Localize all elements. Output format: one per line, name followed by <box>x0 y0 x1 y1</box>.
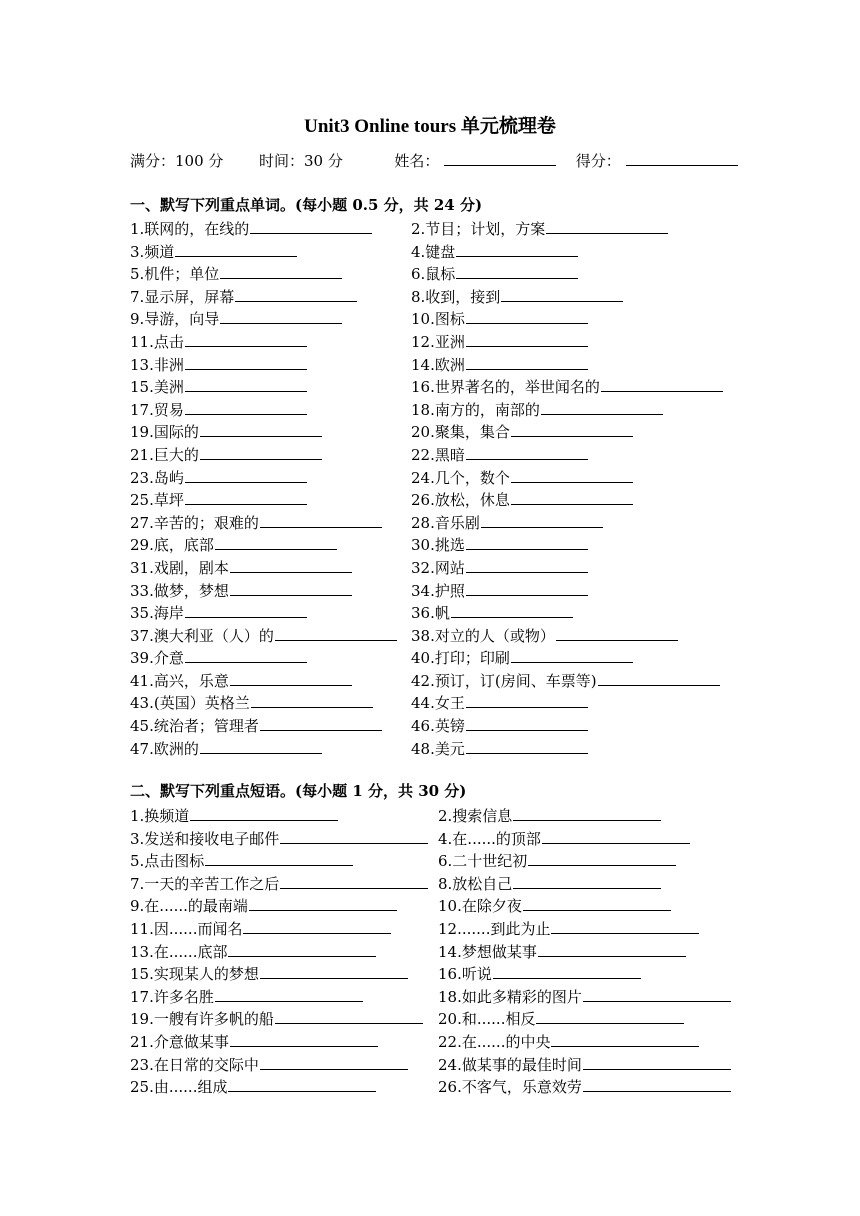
question-item <box>411 421 740 444</box>
answer-blank[interactable] <box>230 581 352 596</box>
words-list <box>130 218 740 760</box>
answer-blank[interactable] <box>260 513 382 528</box>
answer-blank[interactable] <box>230 558 352 573</box>
question-item <box>411 534 740 557</box>
question-label: 14.梦想做某事 <box>438 942 537 961</box>
question-item <box>438 1054 740 1077</box>
answer-blank[interactable] <box>275 626 397 641</box>
question-label: 11.因......而闻名 <box>130 919 243 938</box>
question-label: 30.挑选 <box>411 536 465 555</box>
answer-blank[interactable] <box>249 896 397 911</box>
answer-blank[interactable] <box>215 535 337 550</box>
question-label: 20.聚集，集合 <box>411 423 510 442</box>
question-item <box>130 602 411 625</box>
question-item <box>130 625 411 648</box>
answer-blank[interactable] <box>466 355 588 370</box>
question-item <box>130 986 438 1009</box>
question-item <box>438 873 740 896</box>
question-item <box>411 241 740 264</box>
question-label: 3.频道 <box>130 242 175 261</box>
answer-blank[interactable] <box>451 603 573 618</box>
question-label: 34.护照 <box>411 581 465 600</box>
name-label: 姓名： <box>394 152 440 170</box>
answer-blank[interactable] <box>583 1077 731 1092</box>
question-item <box>130 941 438 964</box>
answer-blank[interactable] <box>598 671 720 686</box>
question-item <box>411 489 740 512</box>
question-label: 26.放松，休息 <box>411 491 510 510</box>
question-label: 12.亚洲 <box>411 332 465 351</box>
question-item <box>130 580 411 603</box>
answer-blank[interactable] <box>551 1032 699 1047</box>
question-label: 44.女王 <box>411 694 465 713</box>
question-item <box>130 738 411 761</box>
phrases-list <box>130 805 740 1099</box>
question-item <box>438 1031 740 1054</box>
question-item <box>411 331 740 354</box>
answer-blank[interactable] <box>456 264 578 279</box>
question-item <box>411 692 740 715</box>
question-label: 21.介意做某事 <box>130 1032 229 1051</box>
answer-blank[interactable] <box>251 693 373 708</box>
answer-blank[interactable] <box>513 874 661 889</box>
question-item <box>411 376 740 399</box>
question-label: 23.岛屿 <box>130 468 184 487</box>
answer-blank[interactable] <box>466 693 588 708</box>
answer-blank[interactable] <box>511 490 633 505</box>
answer-blank[interactable] <box>583 1055 731 1070</box>
answer-blank[interactable] <box>523 896 671 911</box>
question-item <box>438 805 740 828</box>
question-item <box>130 286 411 309</box>
question-label: 24.做某事的最佳时间 <box>438 1055 582 1074</box>
answer-blank[interactable] <box>528 851 676 866</box>
question-item <box>130 534 411 557</box>
question-label: 40.打印；印刷 <box>411 649 510 668</box>
question-label: 18.南方的，南部的 <box>411 400 540 419</box>
answer-blank[interactable] <box>230 671 352 686</box>
answer-blank[interactable] <box>583 987 731 1002</box>
question-label: 31.戏剧，剧本 <box>130 558 229 577</box>
question-item <box>130 692 411 715</box>
question-label: 10.图标 <box>411 310 465 329</box>
question-label: 19.国际的 <box>130 423 199 442</box>
question-label: 13.非洲 <box>130 355 184 374</box>
answer-blank[interactable] <box>200 445 322 460</box>
question-label: 5.机件；单位 <box>130 265 220 284</box>
question-label: 21.巨大的 <box>130 445 199 464</box>
question-item <box>130 421 411 444</box>
score-field[interactable] <box>626 151 738 166</box>
answer-blank[interactable] <box>235 287 357 302</box>
question-label: 14.欧洲 <box>411 355 465 374</box>
question-item <box>130 850 438 873</box>
question-item <box>411 308 740 331</box>
answer-blank[interactable] <box>260 964 408 979</box>
question-label: 17.许多名胜 <box>130 987 214 1006</box>
answer-blank[interactable] <box>466 535 588 550</box>
answer-blank[interactable] <box>275 1009 423 1024</box>
question-label: 22.黑暗 <box>411 445 465 464</box>
question-label: 27.辛苦的；艰难的 <box>130 513 259 532</box>
answer-blank[interactable] <box>200 739 322 754</box>
question-label: 13.在......底部 <box>130 942 228 961</box>
question-item <box>130 512 411 535</box>
answer-blank[interactable] <box>280 829 428 844</box>
question-item <box>130 963 438 986</box>
question-label: 10.在除夕夜 <box>438 897 522 916</box>
question-label: 45.统治者；管理者 <box>130 717 259 736</box>
answer-blank[interactable] <box>466 739 588 754</box>
question-item <box>438 1076 740 1099</box>
question-item <box>411 557 740 580</box>
question-label: 35.海岸 <box>130 604 184 623</box>
question-label: 22.在......的中央 <box>438 1032 551 1051</box>
question-item <box>411 738 740 761</box>
answer-blank[interactable] <box>205 851 353 866</box>
question-label: 4.在......的顶部 <box>438 829 541 848</box>
question-label: 6.二十世纪初 <box>438 852 528 871</box>
answer-blank[interactable] <box>542 829 690 844</box>
question-item <box>130 444 411 467</box>
question-label: 32.网站 <box>411 558 465 577</box>
question-item <box>411 263 740 286</box>
question-item <box>130 805 438 828</box>
answer-blank[interactable] <box>481 513 603 528</box>
question-label: 9.在......的最南端 <box>130 897 248 916</box>
answer-blank[interactable] <box>538 942 686 957</box>
answer-blank[interactable] <box>185 603 307 618</box>
answer-blank[interactable] <box>456 242 578 257</box>
question-item <box>130 467 411 490</box>
question-label: 8.放松自己 <box>438 874 513 893</box>
answer-blank[interactable] <box>466 445 588 460</box>
question-item <box>411 286 740 309</box>
answer-blank[interactable] <box>536 1009 684 1024</box>
answer-blank[interactable] <box>556 626 678 641</box>
question-item <box>438 850 740 873</box>
question-label: 4.键盘 <box>411 242 456 261</box>
question-label: 46.英镑 <box>411 717 465 736</box>
answer-blank[interactable] <box>185 468 307 483</box>
answer-blank[interactable] <box>228 942 376 957</box>
question-label: 1.换频道 <box>130 807 190 825</box>
question-item <box>411 218 740 241</box>
time-label: 时间：30 分 <box>258 152 343 170</box>
question-label: 16.听说 <box>438 965 492 984</box>
question-item <box>130 399 411 422</box>
question-item <box>411 670 740 693</box>
answer-blank[interactable] <box>493 964 641 979</box>
question-item <box>438 1008 740 1031</box>
question-label: 6.鼠标 <box>411 265 456 284</box>
question-item <box>130 376 411 399</box>
answer-blank[interactable] <box>175 242 297 257</box>
full-score-label: 满分：100 分 <box>130 152 224 170</box>
question-label: 3.发送和接收电子邮件 <box>130 829 280 848</box>
question-label: 15.实现某人的梦想 <box>130 965 259 984</box>
answer-blank[interactable] <box>215 987 363 1002</box>
question-item <box>130 331 411 354</box>
question-label: 39.介意 <box>130 649 184 668</box>
answer-blank[interactable] <box>466 581 588 596</box>
answer-blank[interactable] <box>511 422 633 437</box>
question-item <box>411 647 740 670</box>
question-label: 24.几个，数个 <box>411 468 510 487</box>
question-item <box>130 828 438 851</box>
question-label: 15.美洲 <box>130 378 184 397</box>
question-label: 23.在日常的交际中 <box>130 1055 259 1074</box>
question-label: 38.对立的人（或物） <box>411 626 555 645</box>
answer-blank[interactable] <box>185 400 307 415</box>
answer-blank[interactable] <box>220 309 342 324</box>
section-phrases-title: 二、默写下列重点短语。(每小题 1 分，共 30 分) <box>130 782 467 800</box>
question-item <box>438 941 740 964</box>
question-item <box>130 557 411 580</box>
question-label: 20.和......相反 <box>438 1010 536 1029</box>
answer-blank[interactable] <box>466 309 588 324</box>
answer-blank[interactable] <box>551 919 699 934</box>
question-item <box>130 1031 438 1054</box>
question-label: 29.底，底部 <box>130 536 214 555</box>
question-item <box>130 1054 438 1077</box>
answer-blank[interactable] <box>601 377 723 392</box>
question-label: 1.联网的，在线的 <box>130 220 250 238</box>
question-item <box>130 354 411 377</box>
question-item <box>130 308 411 331</box>
question-label: 33.做梦，梦想 <box>130 581 229 600</box>
question-label: 28.音乐剧 <box>411 513 480 532</box>
question-label: 17.贸易 <box>130 400 184 419</box>
score-label: 得分： <box>575 152 621 170</box>
header-meta <box>130 150 738 172</box>
answer-blank[interactable] <box>513 806 661 821</box>
question-item <box>130 918 438 941</box>
answer-blank[interactable] <box>200 422 322 437</box>
question-item <box>130 489 411 512</box>
question-item <box>130 715 411 738</box>
question-label: 25.由......组成 <box>130 1078 228 1097</box>
question-label: 2.节目；计划，方案 <box>411 220 546 238</box>
answer-blank[interactable] <box>466 332 588 347</box>
question-item <box>438 918 740 941</box>
question-item <box>130 647 411 670</box>
question-item <box>411 512 740 535</box>
question-label: 36.帆 <box>411 604 450 623</box>
question-label: 12.......到此为止 <box>438 919 551 938</box>
question-label: 48.美元 <box>411 739 465 758</box>
question-item <box>411 399 740 422</box>
answer-blank[interactable] <box>228 1077 376 1092</box>
answer-blank[interactable] <box>185 377 307 392</box>
question-item <box>130 895 438 918</box>
question-item <box>130 1076 438 1099</box>
question-item <box>411 715 740 738</box>
answer-blank[interactable] <box>260 716 382 731</box>
page-title: Unit3 Online tours 单元梳理卷 <box>304 116 556 137</box>
question-label: 42.预订，订(房间、车票等) <box>411 671 597 690</box>
answer-blank[interactable] <box>511 468 633 483</box>
answer-blank[interactable] <box>243 919 391 934</box>
question-item <box>130 1008 438 1031</box>
question-label: 25.草坪 <box>130 491 184 510</box>
question-label: 18.如此多精彩的图片 <box>438 987 582 1006</box>
answer-blank[interactable] <box>511 648 633 663</box>
question-label: 37.澳大利亚（人）的 <box>130 626 274 645</box>
question-item <box>130 263 411 286</box>
question-item <box>411 625 740 648</box>
question-item <box>438 986 740 1009</box>
question-item <box>130 218 411 241</box>
question-label: 9.导游，向导 <box>130 310 220 329</box>
question-item <box>438 963 740 986</box>
answer-blank[interactable] <box>220 264 342 279</box>
answer-blank[interactable] <box>280 874 428 889</box>
question-label: 19.一艘有许多帆的船 <box>130 1010 274 1029</box>
answer-blank[interactable] <box>185 648 307 663</box>
question-item <box>130 670 411 693</box>
answer-blank[interactable] <box>185 490 307 505</box>
question-item <box>411 354 740 377</box>
question-item <box>438 828 740 851</box>
question-label: 2.搜索信息 <box>438 807 513 825</box>
question-item <box>411 467 740 490</box>
question-label: 41.高兴，乐意 <box>130 671 229 690</box>
question-label: 43.(英国）英格兰 <box>130 694 250 713</box>
answer-blank[interactable] <box>546 219 668 234</box>
answer-blank[interactable] <box>250 219 372 234</box>
question-label: 7.显示屏，屏幕 <box>130 287 235 306</box>
name-field[interactable] <box>444 151 556 166</box>
answer-blank[interactable] <box>541 400 663 415</box>
question-label: 26.不客气，乐意效劳 <box>438 1078 582 1097</box>
answer-blank[interactable] <box>466 716 588 731</box>
question-item <box>130 873 438 896</box>
answer-blank[interactable] <box>501 287 623 302</box>
answer-blank[interactable] <box>260 1055 408 1070</box>
question-label: 8.收到，接到 <box>411 287 501 306</box>
question-item <box>438 895 740 918</box>
question-item <box>411 444 740 467</box>
question-label: 7.一天的辛苦工作之后 <box>130 874 280 893</box>
question-label: 47.欧洲的 <box>130 739 199 758</box>
section-words-title: 一、默写下列重点单词。(每小题 0.5 分，共 24 分) <box>130 196 483 214</box>
answer-blank[interactable] <box>190 806 338 821</box>
answer-blank[interactable] <box>185 355 307 370</box>
question-label: 16.世界著名的，举世闻名的 <box>411 378 600 397</box>
question-item <box>130 241 411 264</box>
question-label: 11.点击 <box>130 332 184 351</box>
answer-blank[interactable] <box>230 1032 378 1047</box>
question-item <box>411 602 740 625</box>
question-item <box>411 580 740 603</box>
answer-blank[interactable] <box>185 332 307 347</box>
answer-blank[interactable] <box>466 558 588 573</box>
question-label: 5.点击图标 <box>130 852 205 871</box>
